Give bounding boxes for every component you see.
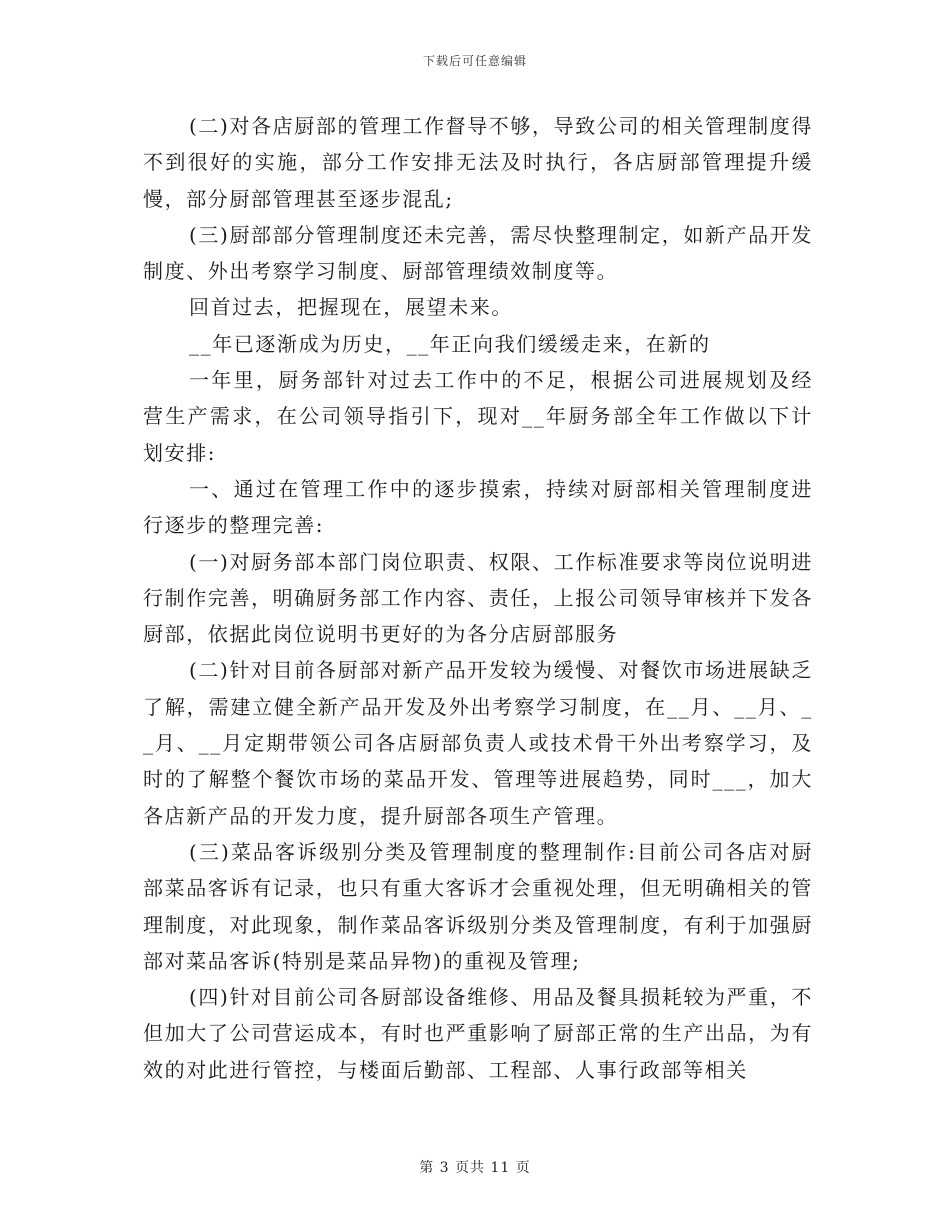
paragraph: 一、通过在管理工作中的逐步摸索，持续对厨部相关管理制度进行逐步的整理完善: [143,476,813,538]
paragraph: __年已逐渐成为历史，__年正向我们缓缓走来，在新的 [189,331,711,356]
paragraph: (二)针对目前各厨部对新产品开发较为缓慢、对餐饮市场进展缺乏了解，需建立健全新产品开发及外出考察学习制度，在__月、__月、__月、__月定期带领公司各店厨部负责人或技术骨干外出考察学习，及时的了解整个餐饮市场的菜品开发、管理等进展趋势，同时___，加大各店新产品的开发力度，提升厨部各项生产管理。 [143,658,813,828]
paragraph: (三)菜品客诉级别分类及管理制度的整理制作:目前公司各店对厨部菜品客诉有记录，也只有重大客诉才会重视处理，但无明确相关的管理制度，对此现象，制作菜品客诉级别分类及管理制度，有利于加强厨部对菜品客诉(特别是菜品异物)的重视及管理; [143,839,813,973]
page-number-footer: 第 3 页共 11 页 [419,1160,531,1176]
page-header: 下载后可任意编辑 [422,54,527,68]
paragraph: 回首过去，把握现在，展望未来。 [189,295,513,320]
paragraph: (三)厨部部分管理制度还未完善，需尽快整理制定，如新产品开发制度、外出考察学习制度、厨部管理绩效制度等。 [143,222,813,284]
document-body [143,108,813,1088]
paragraph: (二)对各店厨部的管理工作督导不够，导致公司的相关管理制度得不到很好的实施，部分工作安排无法及时执行，各店厨部管理提升缓慢，部分厨部管理甚至逐步混乱; [143,114,813,211]
paragraph: (一)对厨务部本部门岗位职责、权限、工作标准要求等岗位说明进行制作完善，明确厨务部工作内容、责任，上报公司领导审核并下发各厨部，依据此岗位说明书更好的为各分店厨部服务 [143,549,813,647]
paragraph: 一年里，厨务部针对过去工作中的不足，根据公司进展规划及经营生产需求，在公司领导指引下，现对__年厨务部全年工作做以下计划安排: [143,368,813,465]
paragraph: (四)针对目前公司各厨部设备维修、用品及餐具损耗较为严重，不但加大了公司营运成本，有时也严重影响了厨部正常的生产出品，为有效的对此进行管控，与楼面后勤部、工程部、人事行政部等相关 [143,985,813,1082]
